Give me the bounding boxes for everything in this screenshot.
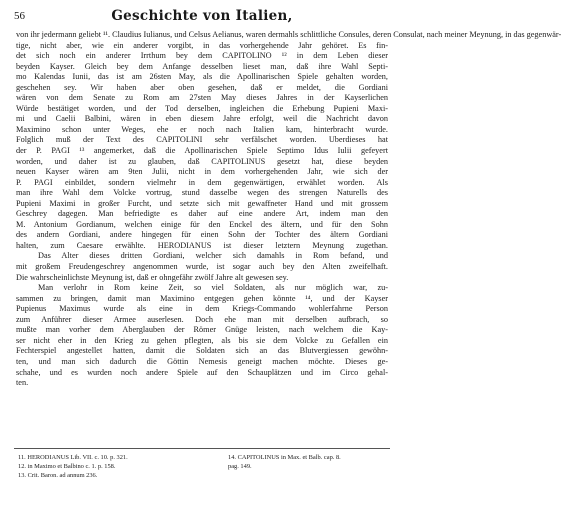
text-line: ser nicht eher in den Krieg zu gehen pflegten, als bis sie dem Volcke zu Gefallen ein [16, 335, 388, 345]
footnote-divider [14, 448, 390, 449]
text-line: neuen Kayser wären am 9ten Julii, nicht in dem vorhergehenden Jahr, wie sich der [16, 167, 388, 177]
footnote: pag. 149. [228, 463, 252, 470]
page-header [14, 8, 390, 30]
text-line: man ihre Wahl dem Volcke vortrug, stund dasselbe wegen des strengen Naturells des [16, 188, 388, 198]
text-line: P. PAGI einbildet, sondern vielmehr in dem gegenwärtigen, erwählet worden. Als [16, 177, 388, 187]
text-line: schahe, und es wurden noch andere Spiele auf den Schauplätzen und im Circo gehal- [16, 367, 388, 377]
text-line: wären von dem Senate zu Rom am 27sten May dieses Jahres in der Kayserlichen [16, 93, 388, 103]
text-line: halten, zum Caesare erwählte. HERODIANUS ist dieser letztern Meynung zugethan. [16, 240, 388, 250]
footnotes-right-column [228, 453, 388, 471]
text-line: Maximino schon unter Weges, ehe er noch nach Italien kam, hinterbracht wurde. [16, 124, 388, 134]
text-line: M. Antonium Gordianum, welchen einige für den Enckel des ältern, und für den Sohn [16, 219, 388, 229]
text-line: ten, und man sich dadurch die Göttin Nemesis geneigt machen möchte. Dieses ge- [16, 356, 388, 366]
text-line: Fechterspiel angestellet hatten, damit die Soldaten sich an das Blutvergiessen gewöhn- [16, 346, 388, 356]
text-line: mußte man vorher dem Aberglauben der Römer Gnüge leisten, nach welchem die Kay- [16, 325, 388, 335]
text-line: Würde bestätiget worden, und der Tod derselben, ingleichen die Erhebung Pupieni Maxi- [16, 103, 388, 113]
footnote: 12. in Maximo et Balbino c. 1. p. 158. [18, 463, 116, 470]
page-number: 56 [14, 10, 25, 22]
text-line: mo Kalendas Iunii, das ist am 26sten May, als die Apollinarischen Spiele gehalten worden, [16, 72, 388, 82]
text-line: Pupieni Maximi in großer Furcht, und setzte sich mit gewaffneter Hand und mit grossem [16, 198, 388, 208]
text-line: ten. [16, 378, 29, 388]
text-line: worden, und daher ist zu glauben, daß CAPITOLINUS gesetzt hat, diese beyden [16, 156, 388, 166]
footnote: 14. CAPITOLINUS in Max. et Balb. cap. 8. [228, 454, 341, 461]
text-line: geschehen sey. Wir haben aber oben gesehen, daß er meldet, die Gordiani [16, 82, 388, 92]
text-line: det sich noch ein anderer Irrthum bey dem CAPITOLINO ¹² in dem Leben dieser [16, 51, 388, 61]
text-line: Das Alter dieses dritten Gordiani, welcher sich damahls in Rom befand, und [38, 251, 388, 261]
text-line: Die wahrscheinlichste Meynung ist, daß er ohngefähr zwölf Jahre alt gewesen sey. [16, 272, 289, 282]
text-line: Folglich muß der Text des CAPITOLINI sehr verfälschet worden. Uberdieses hat [16, 135, 388, 145]
running-title: Geschichte von Italien, [111, 8, 293, 24]
text-line: von ihr jedermann geliebt ¹¹. Claudius Iulianus, und Celsus Aelianus, waren dermahls schlittliche Consules, deren Consulat, nach meiner Meynung, in das gegenwär- [16, 30, 561, 39]
text-line: Pupienus Maximus wurde als eine in dem Kriegs-Commando wohlerfahrne Person [16, 304, 388, 314]
body-text [16, 30, 561, 389]
text-line: zum Anführer dieser Armee auserlesen. Doch ehe man mit derselben aufbrach, so [16, 314, 388, 324]
footnote: 11. HERODIANUS Lib. VII. c. 10. p. 321. [18, 454, 128, 461]
text-line: Man verlohr in Rom keine Zeit, so viel Soldaten, als nur möglich war, zu- [38, 283, 388, 293]
text-line: des andern Gordiani, andere hingegen für einen Sohn der Tochter des ältern Gordiani [16, 230, 388, 240]
text-line: der P. PAGI ¹³ angemerket, daß die Apollinarischen Spiele Septimo Idus Iulii gefeyert [16, 146, 388, 156]
text-line: sammen zu bringen, damit man Maximino entgegen gehen könnte ¹⁴, und der Kayser [16, 293, 388, 303]
footnote: 13. Crit. Baron. ad annum 236. [18, 472, 98, 479]
footnotes-left-column [18, 453, 218, 480]
text-line: Geschrey dagegen. Man befriedigte es daher auf eine andere Art, indem man den [16, 209, 388, 219]
text-line: mi und Caelii Balbini, wären in eben diesem Jahre erfolgt, weil die Nachricht davon [16, 114, 388, 124]
text-line: beyden Kayser. Gleich bey dem Anfange desselben lieset man, daß ihre Wahl Septi- [16, 61, 388, 71]
text-line: mit großem Freudengeschrey angenommen wurde, ist sogar auch bey den Alten zweifelhaft. [16, 262, 388, 272]
text-line: tige, nicht aber, wie ein anderer vorgibt, in das vorhergehende Jahr gehöret. Es fin- [16, 40, 388, 50]
